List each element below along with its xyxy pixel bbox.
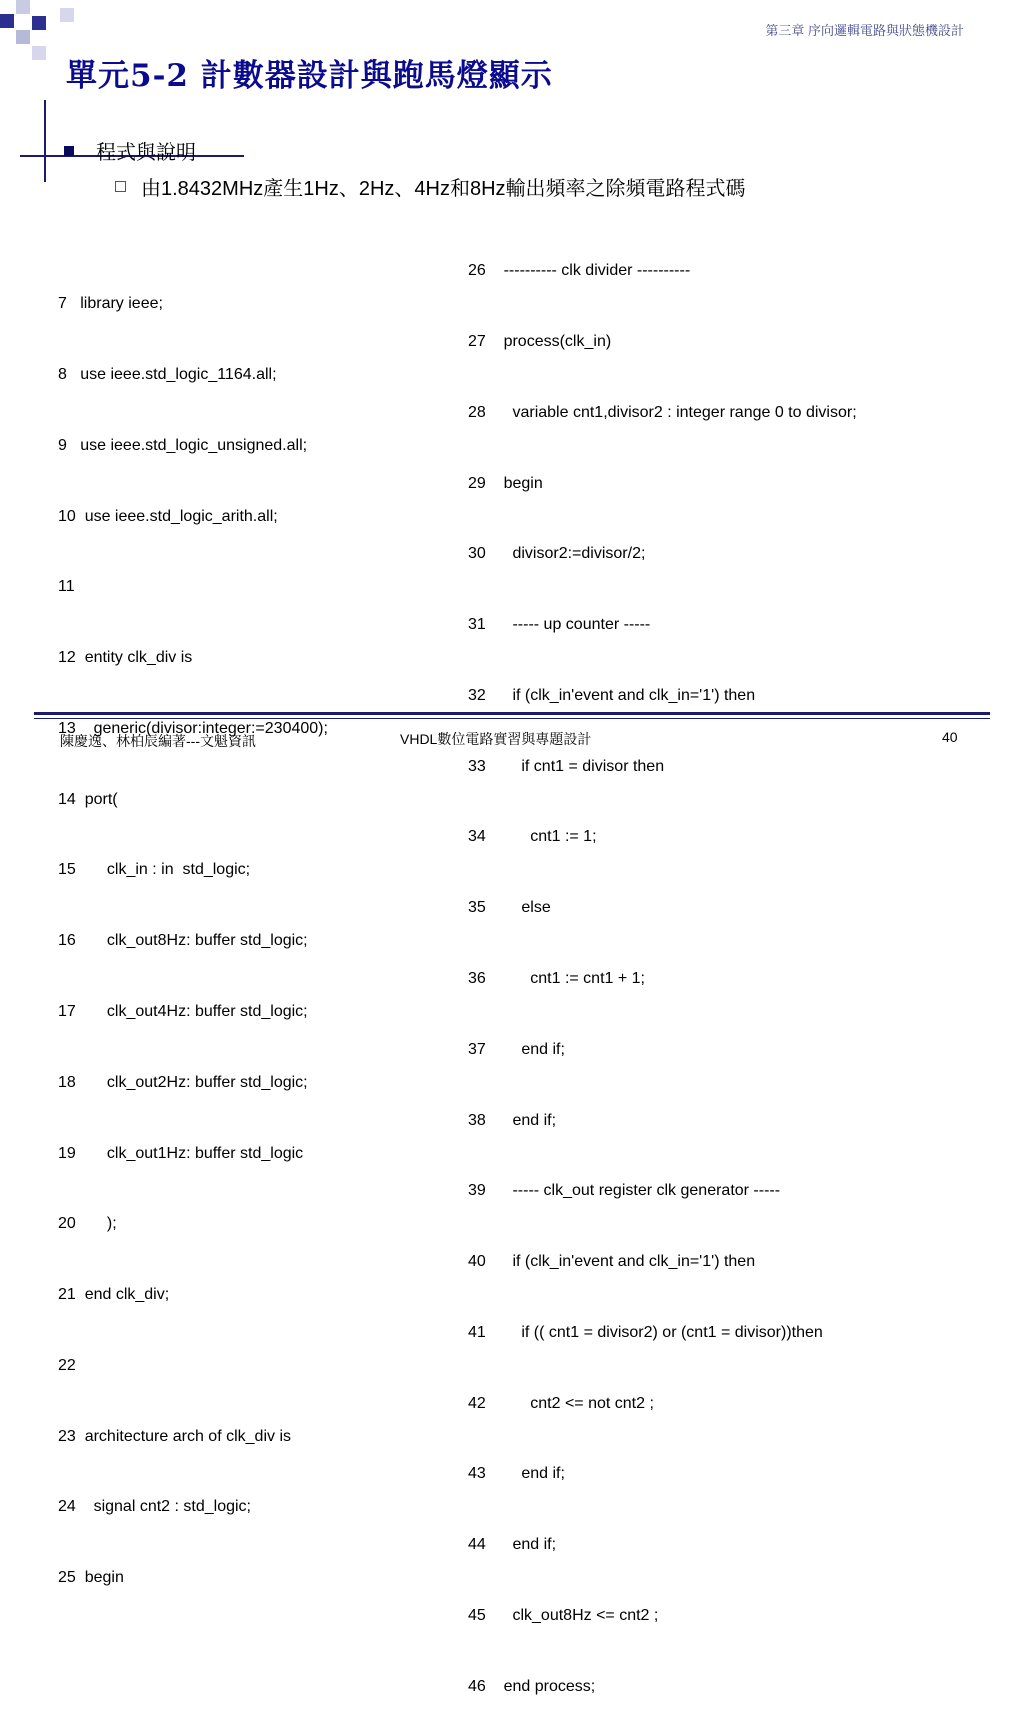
code-line: 40 if (clk_in'event and clk_in='1') then xyxy=(468,1253,756,1271)
footer-divider-thin xyxy=(34,718,990,719)
code-line: 21 end clk_div; xyxy=(58,1286,170,1304)
bullet-item xyxy=(64,136,196,165)
footer-divider-thick xyxy=(34,712,990,715)
footer-book-title: VHDL數位電路實習與專題設計 xyxy=(400,731,592,747)
code-line: 42 cnt2 <= not cnt2 ; xyxy=(468,1394,654,1412)
code-line: 30 divisor2:=divisor/2; xyxy=(468,545,646,563)
code-line: 27 process(clk_in) xyxy=(468,332,612,350)
code-line: 32 if (clk_in'event and clk_in='1') then xyxy=(468,686,756,704)
code-line: 16 clk_out8Hz: buffer std_logic; xyxy=(58,932,308,950)
code-line: 38 end if; xyxy=(468,1111,557,1129)
code-line: 22 xyxy=(58,1356,76,1374)
code-line: 25 begin xyxy=(58,1569,124,1587)
corner-square-light xyxy=(16,30,30,44)
sub-bullet-text: 由1.8432MHz產生1Hz、2Hz、4Hz和8Hz輸出頻率之除頻電路程式碼 xyxy=(141,178,746,200)
corner-square-dark xyxy=(0,14,14,28)
code-line: 23 architecture arch of clk_div is xyxy=(58,1427,291,1445)
slide-title: 單元5-2 計數器設計與跑馬燈顯示 xyxy=(66,58,553,94)
footer-authors: 陳慶逸、林柏辰編著---文魁資訊 xyxy=(60,733,256,749)
code-line: 20 ); xyxy=(58,1215,117,1233)
code-line: 35 else xyxy=(468,899,551,917)
code-line: 26 ---------- clk divider ---------- xyxy=(468,262,691,280)
code-line: 11 xyxy=(58,578,75,596)
code-line: 31 ----- up counter ----- xyxy=(468,616,651,634)
corner-square-light xyxy=(16,0,30,14)
code-line: 18 clk_out2Hz: buffer std_logic; xyxy=(58,1073,308,1091)
code-line: 46 end process; xyxy=(468,1677,596,1695)
code-line: 15 clk_in : in std_logic; xyxy=(58,861,251,879)
code-line: 13 generic(divisor:integer:=230400); xyxy=(58,719,328,737)
code-line: 41 if (( cnt1 = divisor2) or (cnt1 = divisor))then xyxy=(468,1323,823,1341)
code-line: 12 entity clk_div is xyxy=(58,649,193,667)
bullet-text: 程式與說明 xyxy=(96,140,196,164)
code-line: 34 cnt1 := 1; xyxy=(468,828,597,846)
code-line: 39 ----- clk_out register clk generator ----- xyxy=(468,1182,781,1200)
code-line: 37 end if; xyxy=(468,1040,565,1058)
code-line: 10 use ieee.std_logic_arith.all; xyxy=(58,507,278,525)
code-line: 9 use ieee.std_logic_unsigned.all; xyxy=(58,436,308,454)
square-bullet-icon xyxy=(64,146,74,156)
code-line: 14 port( xyxy=(58,790,118,808)
code-block-right xyxy=(468,212,857,1722)
code-line: 29 begin xyxy=(468,474,543,492)
page-number: 40 xyxy=(942,729,958,745)
code-line: 24 signal cnt2 : std_logic; xyxy=(58,1498,251,1516)
hollow-square-bullet-icon xyxy=(115,181,126,192)
code-line: 33 if cnt1 = divisor then xyxy=(468,757,665,775)
sub-bullet-item xyxy=(115,172,746,201)
code-line: 7 library ieee; xyxy=(58,295,163,313)
code-block-left xyxy=(58,245,328,1613)
code-line: 43 end if; xyxy=(468,1465,565,1483)
corner-square-light xyxy=(32,46,46,60)
code-line: 36 cnt1 := cnt1 + 1; xyxy=(468,970,645,987)
code-line: 45 clk_out8Hz <= cnt2 ; xyxy=(468,1607,659,1625)
corner-square-light xyxy=(60,8,74,22)
code-line: 17 clk_out4Hz: buffer std_logic; xyxy=(58,1003,308,1020)
chapter-label: 第三章 序向邏輯電路與狀態機設計 xyxy=(765,23,964,38)
code-line: 8 use ieee.std_logic_1164.all; xyxy=(58,365,277,383)
code-line: 19 clk_out1Hz: buffer std_logic xyxy=(58,1144,304,1162)
code-line: 44 end if; xyxy=(468,1536,557,1554)
code-line: 28 variable cnt1,divisor2 : integer range 0 to divisor; xyxy=(468,403,857,421)
corner-square-dark xyxy=(32,16,46,30)
decor-vertical-line xyxy=(44,100,46,182)
